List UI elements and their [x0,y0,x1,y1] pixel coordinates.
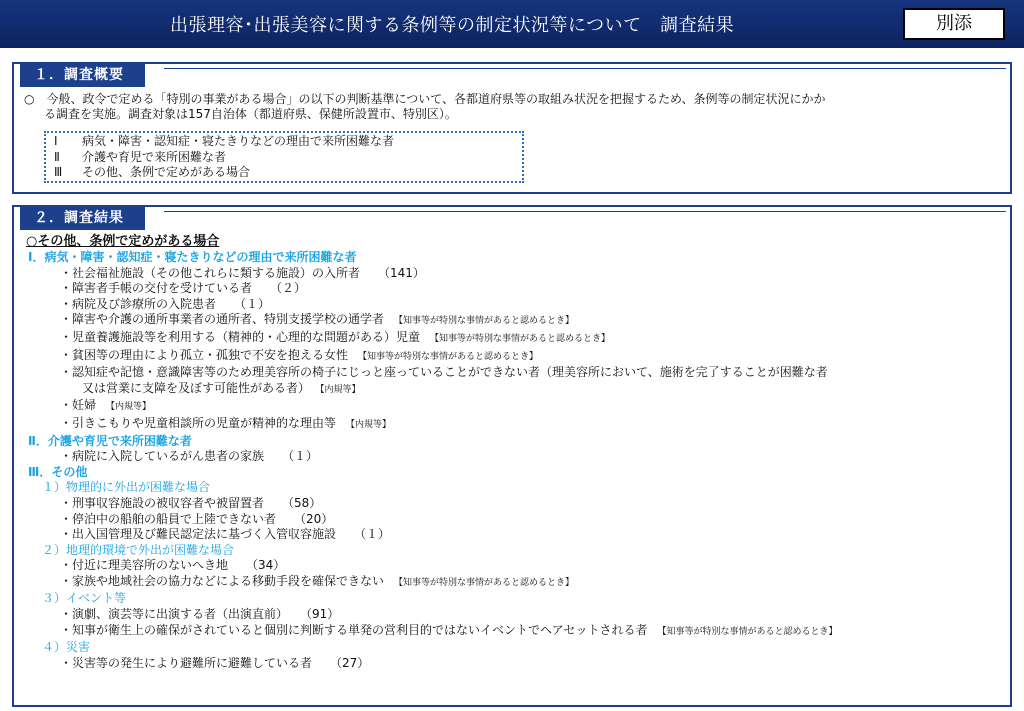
item-text: 又は営業に支障を及ぼす可能性がある者） [82,380,311,395]
subcategory-heading [26,640,1006,656]
criteria-text: その他、条例で定めがある場合 [82,165,251,179]
item-text: ・家族や地域社会の協力などによる移動手段を確保できない [60,573,385,588]
overview-line: ○ 今般、政令で定める「特別の事業がある場合」の以下の判断基準について、各都道府県等の取組み状況を把握するため、条例等の制定状況にかか [24,92,826,106]
item-note: 【知事等が特別な事情があると認めるとき】 [394,316,575,327]
item-count: （１） [354,527,391,542]
item-text: ・病院及び診療所の入院患者 [60,296,217,311]
item-note: 【知事等が特別な事情があると認めるとき】 [358,351,539,362]
item-count: （141） [378,265,425,280]
list-item [26,365,1006,381]
item-count: （２） [270,281,307,296]
list-item [26,574,1006,592]
list-item [26,449,1006,465]
item-text: ・認知症や記憶・意識障害等のため理美容所の椅子にじっと座っていることができない者（理美容所において、施術を完了することが困難な者 [60,365,828,380]
item-count: （91） [306,607,340,622]
item-text: ・障害者手帳の交付を受けている者 [60,281,253,296]
item-text: ・災害等の発生により避難所に避難している者 [60,655,313,670]
list-item [26,312,1006,330]
item-text: ・病院に入院しているがん患者の家族 [60,449,265,464]
item-text: ３）イベント等 [42,591,127,606]
item-text: ・出入国管理及び難民認定法に基づく入管収容施設 [60,527,337,542]
item-note: 【内規等】 [106,402,152,413]
subcategory-heading [26,591,1006,607]
category-heading [26,250,1006,266]
overview-line: る調査を実施。調査対象は157自治体（都道府県、保健所設置市、特別区）。 [44,107,457,121]
results-list [26,233,1006,671]
item-count: （58） [282,495,322,510]
item-note: 【知事等が特別な事情があると認めるとき】 [394,577,575,588]
list-item [26,623,1006,641]
item-text: ・停泊中の船舶の船員で上陸できない者 [60,511,277,526]
results-heading: ○その他、条例で定めがある場合 [26,234,220,249]
list-item [26,330,1006,348]
page-title: 出張理容･出張美容に関する条例等の制定状況等について 調査結果 [170,15,735,36]
item-text: ・付近に理美容所のないへき地 [60,558,229,573]
section-rule [164,68,1006,69]
item-text: Ⅰ．病気・障害・認知症・寝たきりなどの理由で来所困難な者 [28,250,357,264]
list-item [26,266,1006,282]
overview-section-label: １．調査概要 [20,63,142,87]
criteria-item [54,134,514,150]
list-item [26,416,1006,434]
list-item [26,348,1006,366]
item-text: ・知事が衛生上の確保がされていると個別に判断する単発の営利目的ではないイベントでヘアセットされる者 [60,622,648,637]
criteria-number: Ⅲ [54,165,63,179]
item-count: （20） [294,511,334,526]
list-item [26,297,1006,313]
list-item [26,512,1006,528]
item-text: ・引きこもりや児童相談所の児童が精神的な理由等 [60,415,337,430]
item-note: 【知事等が特別な事情があると認めるとき】 [430,333,611,344]
item-text: ・刑事収容施設の被収容者や被留置者 [60,495,265,510]
item-count: （１） [234,296,271,311]
section-rule [164,211,1006,212]
item-text: １）物理的に外出が困難な場合 [42,480,211,495]
item-note: 【内規等】 [346,419,392,430]
item-text: ・児童養護施設等を利用する（精神的・心理的な問題がある）児童 [60,329,421,344]
item-text: ・妊婦 [60,398,97,413]
item-count: （27） [330,655,370,670]
item-text: ２）地理的環境で外出が困難な場合 [42,542,235,557]
subcategory-heading [26,543,1006,559]
list-item [26,281,1006,297]
list-item [26,656,1006,672]
criteria-item [54,150,514,166]
category-heading [26,434,1006,450]
attachment-badge: 別添 [903,8,1005,40]
criteria-text: 病気・障害・認知症・寝たきりなどの理由で来所困難な者 [82,134,395,148]
item-text: ・社会福祉施設（その他これらに類する施設）の入所者 [60,265,361,280]
item-note: 【知事等が特別な事情があると認めるとき】 [657,626,838,637]
results-section-label: ２．調査結果 [20,206,142,230]
item-text: Ⅱ．介護や育児で来所困難な者 [28,433,192,448]
item-text: ・貧困等の理由により孤立・孤独で不安を抱える女性 [60,347,349,362]
list-item [26,607,1006,623]
item-note: 【内規等】 [320,384,361,395]
criteria-box [44,131,524,183]
list-item-continuation [26,381,1006,399]
criteria-number: Ⅱ [54,149,60,164]
item-count: （34） [246,558,286,573]
criteria-text: 介護や育児で来所困難な者 [82,149,227,164]
list-item [26,398,1006,416]
criteria-number: Ⅰ [54,134,58,148]
criteria-item [54,165,514,181]
list-item [26,558,1006,574]
overview-text [24,92,999,122]
item-count: （１） [282,449,319,464]
results-section [12,205,1012,707]
item-text: ・障害や介護の通所事業者の通所者、特別支援学校の通学者 [60,312,385,327]
item-text: Ⅲ．その他 [28,464,88,479]
list-item [26,496,1006,512]
overview-section [12,62,1012,194]
item-text: ４）災害 [42,640,91,655]
item-text: ・演劇、演芸等に出演する者（出演直前） [60,607,289,622]
header-bar [0,0,1024,48]
subcategory-heading [26,480,1006,496]
category-heading [26,465,1006,481]
list-item [26,527,1006,543]
